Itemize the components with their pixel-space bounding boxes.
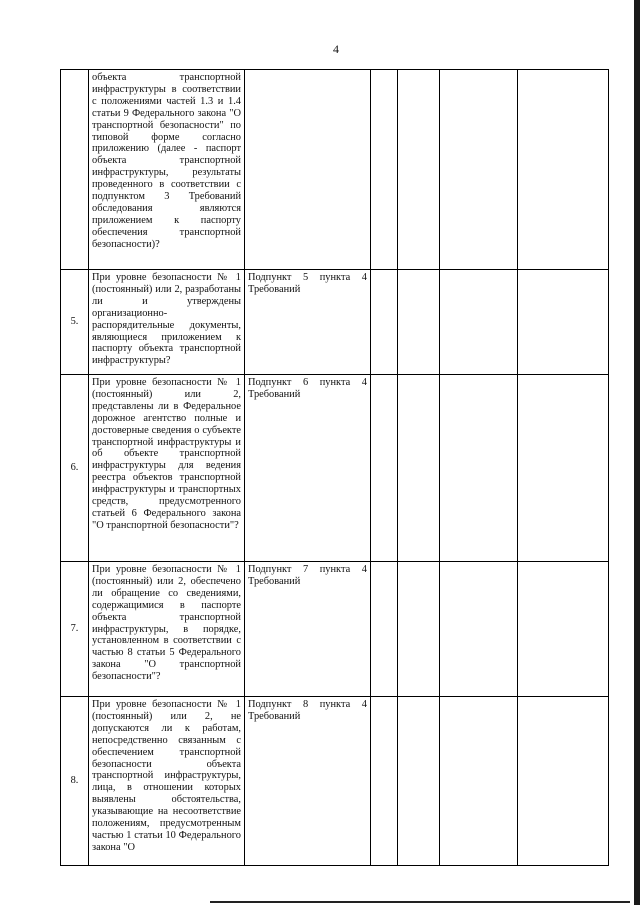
checklist-rows [61, 70, 609, 866]
legal-basis-cell: Подпункт 7 пункта 4 Требований [245, 562, 371, 697]
table-row [61, 562, 609, 697]
answer-cell[interactable] [398, 270, 440, 375]
question-cell: При уровне безопасности № 1 (постоянный) или 2, представлены ли в Федеральное дорожное агентство полные и достоверные сведения о субъекте транспортной инфраструктуры и об объекте транспортной инфраструктуры для ведения реестра объектов транспортной инфраструктуры и транспортных средств, предусмотренного статьей 6 Федерального закона "О транспортной безопасности"? [89, 375, 245, 562]
legal-basis-cell: Подпункт 5 пункта 4 Требований [245, 270, 371, 375]
answer-cell[interactable] [398, 70, 440, 270]
answer-cell[interactable] [440, 270, 518, 375]
row-number: 5. [61, 270, 89, 375]
answer-cell[interactable] [440, 697, 518, 866]
legal-basis-cell [245, 70, 371, 270]
answer-cell[interactable] [371, 562, 398, 697]
legal-basis-cell: Подпункт 6 пункта 4 Требований [245, 375, 371, 562]
scan-bottom-line [210, 901, 630, 903]
answer-cell[interactable] [440, 562, 518, 697]
table-row [61, 270, 609, 375]
answer-cell[interactable] [518, 562, 609, 697]
answer-cell[interactable] [371, 697, 398, 866]
question-cell: При уровне безопасности № 1 (постоянный) или 2, обеспечено ли обращение со сведениями, содержащимися в паспорте объекта транспортной инфраструктуры, в порядке, установленном в соответствии с частью 8 статьи 5 Федерального закона "О транспортной безопасности"? [89, 562, 245, 697]
question-cell: объекта транспортной инфраструктуры в соответствии с положениями частей 1.3 и 1.4 статьи 9 Федерального закона "О транспортной безопасности" по типовой форме согласно приложению (далее - паспорт объекта транспортной инфраструктуры, результаты проведенного в соответствии с подпунктом 3 Требований обследования являются приложением к паспорту обеспечения транспортной безопасности)? [89, 70, 245, 270]
answer-cell[interactable] [398, 375, 440, 562]
question-cell: При уровне безопасности № 1 (постоянный) или 2, разработаны ли и утверждены организационно-распорядительные документы, являющиеся приложением к паспорту объекта транспортной инфраструктуры? [89, 270, 245, 375]
answer-cell[interactable] [518, 375, 609, 562]
answer-cell[interactable] [398, 697, 440, 866]
scan-edge-shadow [634, 0, 640, 905]
legal-basis-cell: Подпункт 8 пункта 4 Требований [245, 697, 371, 866]
answer-cell[interactable] [518, 70, 609, 270]
answer-cell[interactable] [371, 375, 398, 562]
answer-cell[interactable] [398, 562, 440, 697]
question-cell: При уровне безопасности № 1 (постоянный) или 2, не допускаются ли к работам, непосредственно связанным с обеспечением транспортной безопасности объекта транспортной инфраструктуры, лица, в отношении которых выявлены обстоятельства, указывающие на несоответствие положениям, предусмотренным частью 1 статьи 10 Федерального закона "О [89, 697, 245, 866]
checklist-table [60, 69, 609, 866]
row-number: 8. [61, 697, 89, 866]
answer-cell[interactable] [371, 270, 398, 375]
table-row [61, 70, 609, 270]
answer-cell[interactable] [518, 697, 609, 866]
row-number [61, 70, 89, 270]
answer-cell[interactable] [440, 70, 518, 270]
page-number: 4 [333, 42, 339, 56]
row-number: 6. [61, 375, 89, 562]
answer-cell[interactable] [440, 375, 518, 562]
answer-cell[interactable] [518, 270, 609, 375]
answer-cell[interactable] [371, 70, 398, 270]
table-row [61, 375, 609, 562]
table-row [61, 697, 609, 866]
row-number: 7. [61, 562, 89, 697]
